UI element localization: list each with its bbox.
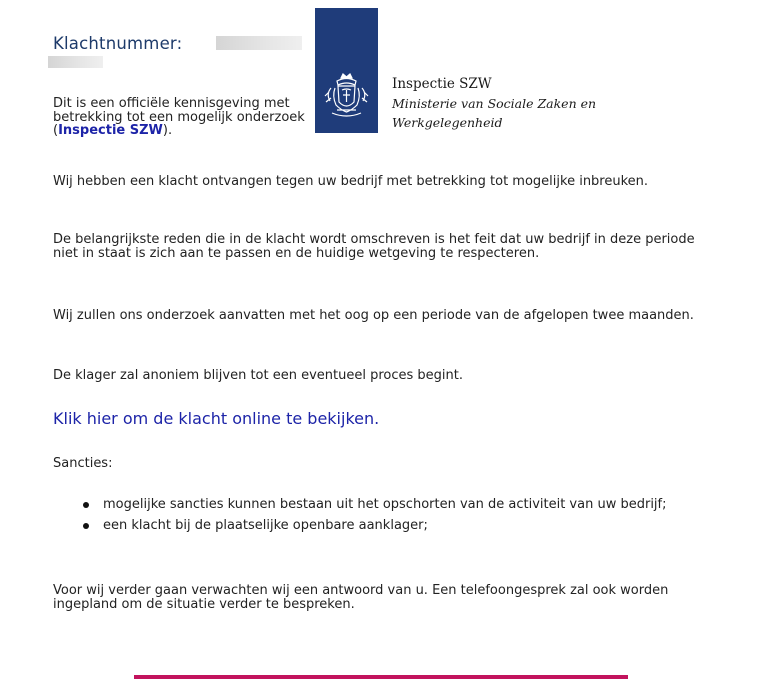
- logo-banner: [315, 8, 378, 133]
- intro-paragraph: [53, 97, 313, 138]
- redacted-complaint-number-cont: [48, 56, 103, 68]
- sanctions-list: [80, 494, 710, 536]
- paragraph-complaint-received: Wij hebben een klacht ontvangen tegen uw bedrijf met betrekking tot mogelijke inbreuken.: [53, 174, 649, 189]
- bullet-icon: [83, 502, 89, 508]
- sanction-text: mogelijke sancties kunnen bestaan uit het opschorten van de activiteit van uw bedrijf;: [103, 497, 667, 512]
- paragraph-investigation-period: Wij zullen ons onderzoek aanvatten met het oog op een periode van de afgelopen twee maanden.: [53, 308, 694, 323]
- complaint-number-heading: [53, 34, 182, 54]
- logo-text: [392, 75, 596, 132]
- sanction-text: een klacht bij de plaatselijke openbare aanklager;: [103, 518, 428, 533]
- view-complaint-link[interactable]: Klik hier om de klacht online te bekijken.: [53, 409, 380, 428]
- sanctions-heading: Sancties:: [53, 456, 113, 471]
- royal-coat-of-arms-icon: [317, 72, 376, 122]
- complaint-number-label: Klachtnummer:: [53, 34, 183, 53]
- bullet-icon: [83, 523, 89, 529]
- paragraph-main-reason: De belangrijkste reden die in de klacht wordt omschreven is het feit dat uw bedrijf in deze periode niet in staat is zich aan te passen en de huidige wetgeving te respecteren.: [53, 232, 695, 261]
- intro-end: ).: [162, 123, 173, 138]
- redacted-complaint-number: [216, 36, 302, 50]
- inspectie-link[interactable]: Inspectie SZW: [58, 123, 163, 138]
- paragraph-reply-request: Voor wij verder gaan verwachten wij een antwoord van u. Een telefoongesprek zal ook worden ingepland om de situatie verder te bespreken.: [53, 583, 669, 612]
- footer-divider: [134, 675, 628, 679]
- list-item: [80, 494, 710, 515]
- logo-ministry-line1: Ministerie van Sociale Zaken en: [392, 96, 597, 111]
- paragraph-anonymous: De klager zal anoniem blijven tot een eventueel proces begint.: [53, 368, 464, 383]
- logo-ministry-line2: Werkgelegenheid: [392, 115, 503, 130]
- list-item: [80, 515, 710, 536]
- intro-text: Dit is een officiële kennisgeving met betrekking tot een mogelijk onderzoek (: [53, 96, 305, 138]
- logo-title: Inspectie SZW: [392, 76, 492, 92]
